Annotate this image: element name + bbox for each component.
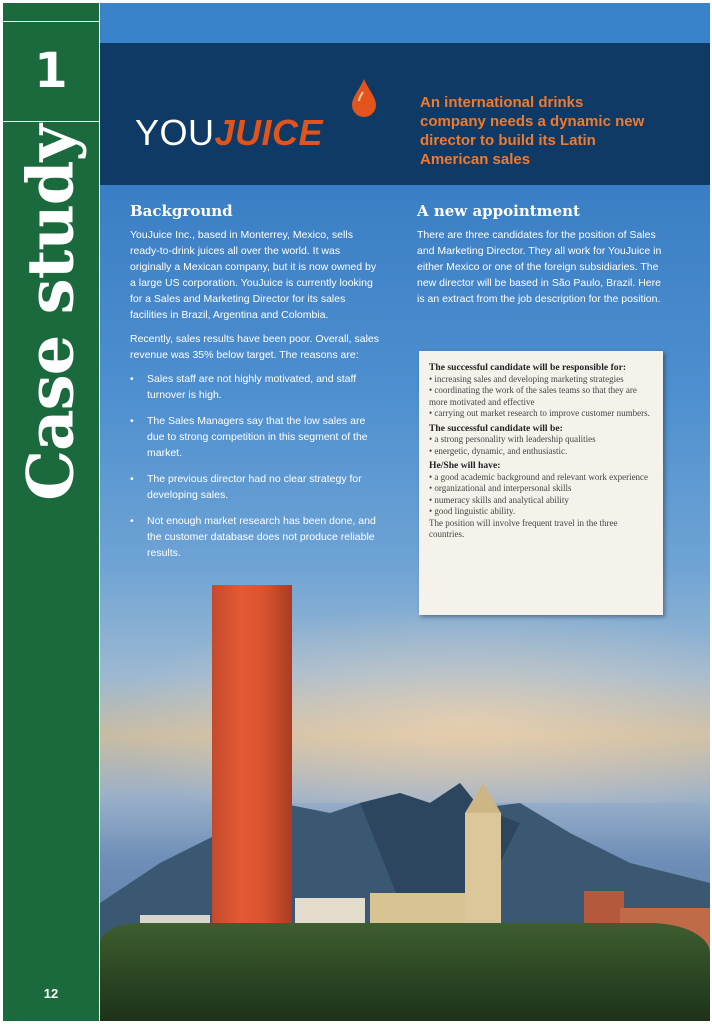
brand-you: YOU (135, 112, 215, 153)
job-closing: The position will involve frequent travel in the three countries. (429, 517, 618, 539)
background-section (130, 203, 380, 571)
list-item: • energetic, dynamic, and enthusiastic. (429, 445, 568, 456)
mid-rule (3, 121, 99, 122)
list-item: • coordinating the work of the sales teams so that they are more motivated and effective (429, 385, 637, 407)
brand-juice: JUICE (214, 112, 324, 153)
background-para-2: Recently, sales results have been poor. Overall, sales revenue was 35% below target. The reasons are: (130, 333, 380, 361)
job-heading-have: He/She will have: (429, 460, 501, 471)
job-heading-responsible: The successful candidate will be responsible for: (429, 362, 627, 373)
background-para-1: YouJuice Inc., based in Monterrey, Mexico, sells ready-to-drink juices all over the world. It was originally a Mexican company, but it is now owned by a large US corporation. YouJuice is currently looking for a Sales and Marketing Director for its sales facilities in Brazil, Argentina and Colombia. (130, 229, 377, 321)
list-item: • numeracy skills and analytical ability (429, 494, 569, 505)
treeline (100, 923, 710, 1021)
reasons-list (130, 371, 380, 561)
tagline: An international drinks company needs a dynamic new director to build its Latin American sales (420, 94, 645, 168)
top-band (100, 3, 710, 43)
list-item: • carrying out market research to improve customer numbers. (429, 408, 650, 418)
list-item: • The previous director had no clear strategy for developing sales. (130, 471, 380, 503)
job-heading-be: The successful candidate will be: (429, 422, 563, 434)
list-item: • Sales staff are not highly motivated, and staff turnover is high. (130, 371, 380, 403)
appointment-section (417, 203, 662, 315)
list-item: • organizational and interpersonal skills (429, 483, 572, 493)
list-item: • increasing sales and developing marketing strategies (429, 373, 624, 384)
side-strip (3, 3, 99, 1021)
list-item: • Not enough market research has been done, and the customer database does not produce reliable results. (130, 513, 380, 561)
background-heading: Background (130, 202, 233, 220)
list-item: • good linguistic ability. (429, 506, 516, 516)
main-panel (100, 3, 710, 1021)
appointment-heading: A new appointment (417, 202, 580, 220)
list-item: • a good academic background and relevant work experience (429, 471, 649, 482)
page-number: 12 (43, 986, 59, 1001)
section-label-wrap (3, 125, 99, 501)
unit-number: 1 (34, 43, 68, 99)
list-item: • The Sales Managers say that the low sales are due to strong competition in this segment of the market. (130, 413, 380, 461)
juice-drop-icon (350, 77, 378, 117)
appointment-para: There are three candidates for the position of Sales and Marketing Director. They all work for YouJuice in either Mexico or one of the foreign subsidiaries. The new director will be based in São Paulo, Brazil. Here is an extract from the job description for the position. (417, 229, 662, 305)
brand-logo (135, 111, 323, 155)
top-rule (3, 21, 99, 22)
section-label: Case study (13, 125, 89, 501)
list-item: • a strong personality with leadership qualities (429, 434, 596, 444)
job-description-box (419, 351, 663, 615)
